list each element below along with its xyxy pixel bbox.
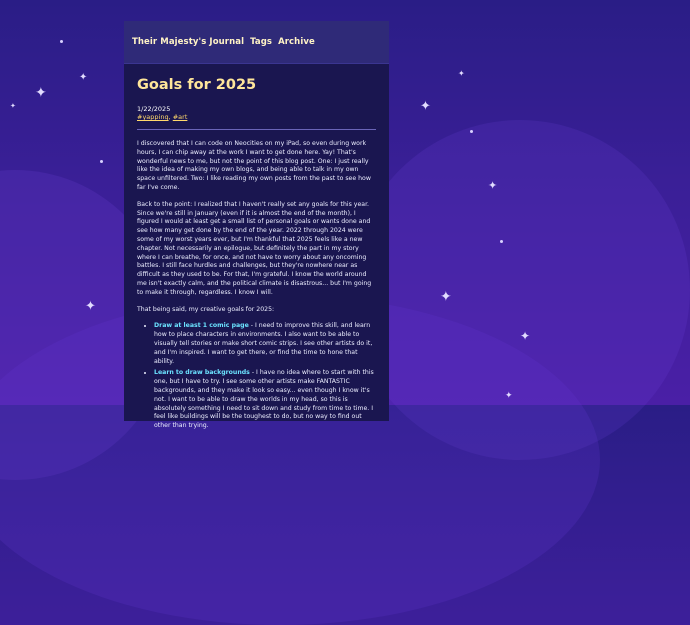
goals-list bbox=[137, 322, 376, 431]
sparkle-star-icon: ✦ bbox=[10, 102, 16, 110]
sparkle-star-icon: ✦ bbox=[520, 329, 531, 343]
goal-name: Learn to draw backgrounds bbox=[154, 369, 250, 377]
goal-description: - I have no idea where to start with this one, but I have to try. I see some other artists make FANTASTIC backgrounds, and they make it look so easy... even though I know it's not. I want to be able to draw the worlds in my head, so this is absolutely something I need to sit down and study from time to time. I feel like buildings will be the toughest to do, but no way to find out other than trying. bbox=[154, 369, 374, 430]
constellation-dot bbox=[60, 40, 63, 43]
sparkle-star-icon: ✦ bbox=[85, 299, 96, 314]
post-paragraph: Back to the point: I realized that I haven't really set any goals for this year. Since we're still in January (even if it is almost the end of the month), I figured I would at least get a small list of personal goals or wants done and see how many get done by the end of the year. 2022 through 2024 were some of my worst years ever, but I'm thankful that 2025 feels like a new chapter. Not necessarily an epilogue, but definitely the part in my story where I can breathe, for once, and not have to worry about any oncoming battles. I still face hurdles and challenges, but they're nowhere near as difficult as they used to be. For that, I'm grateful. I know the world around me isn't exactly calm, and the political climate is disastrous... but I'm going to make it through, regardless. I know I will. bbox=[137, 200, 372, 296]
background-wave bbox=[350, 120, 690, 460]
sparkle-star-icon: ✦ bbox=[458, 69, 465, 78]
sparkle-star-icon: ✦ bbox=[440, 289, 452, 305]
divider bbox=[137, 129, 376, 130]
goal-item bbox=[154, 369, 376, 431]
top-navigation bbox=[124, 21, 389, 64]
nav-link-tags[interactable]: Tags bbox=[250, 37, 273, 47]
sparkle-star-icon: ✦ bbox=[488, 179, 498, 192]
post-title: Goals for 2025 bbox=[137, 77, 257, 93]
sparkle-star-icon: ✦ bbox=[420, 99, 431, 114]
constellation-dot bbox=[100, 160, 103, 163]
post-tags bbox=[137, 113, 376, 121]
goal-description: - I need to improve this skill, and learn how to place characters in environments. I also want to be able to visually tell stories or make short comic strips. I see other artists do it, and I'm inspired. I want to get there, or find the time to hone that ability. bbox=[154, 322, 373, 365]
goal-item bbox=[154, 322, 376, 366]
post-date: 1/22/2025 bbox=[137, 105, 171, 113]
nav-link-journal[interactable]: Their Majesty's Journal bbox=[132, 37, 245, 47]
nav-link-archive[interactable]: Archive bbox=[278, 37, 315, 47]
constellation-dot bbox=[470, 130, 473, 133]
sparkle-star-icon: ✦ bbox=[79, 72, 88, 83]
sparkle-star-icon: ✦ bbox=[505, 391, 513, 401]
post-paragraph: I discovered that I can code on Neocities on my iPad, so even during work hours, I can chip away at the work I want to get done here. Yay! That's wonderful news to me, but not the point of this blog post. One: I just really like the idea of making my own blogs, and being able to talk in my own space unfiltered. Two: I like reading my own posts from the past to see how far I've come. bbox=[137, 140, 371, 191]
post-paragraph: That being said, my creative goals for 2025: bbox=[137, 305, 275, 313]
blog-post bbox=[124, 64, 389, 431]
tag-link-art[interactable]: #art bbox=[172, 113, 188, 121]
tag-link-yapping[interactable]: #yapping bbox=[137, 113, 169, 121]
post-meta bbox=[137, 105, 376, 121]
tag-separator: , bbox=[168, 113, 173, 121]
constellation-dot bbox=[500, 240, 503, 243]
sparkle-star-icon: ✦ bbox=[35, 85, 47, 101]
goal-name: Draw at least 1 comic page bbox=[154, 322, 249, 330]
journal-panel bbox=[124, 21, 389, 430]
